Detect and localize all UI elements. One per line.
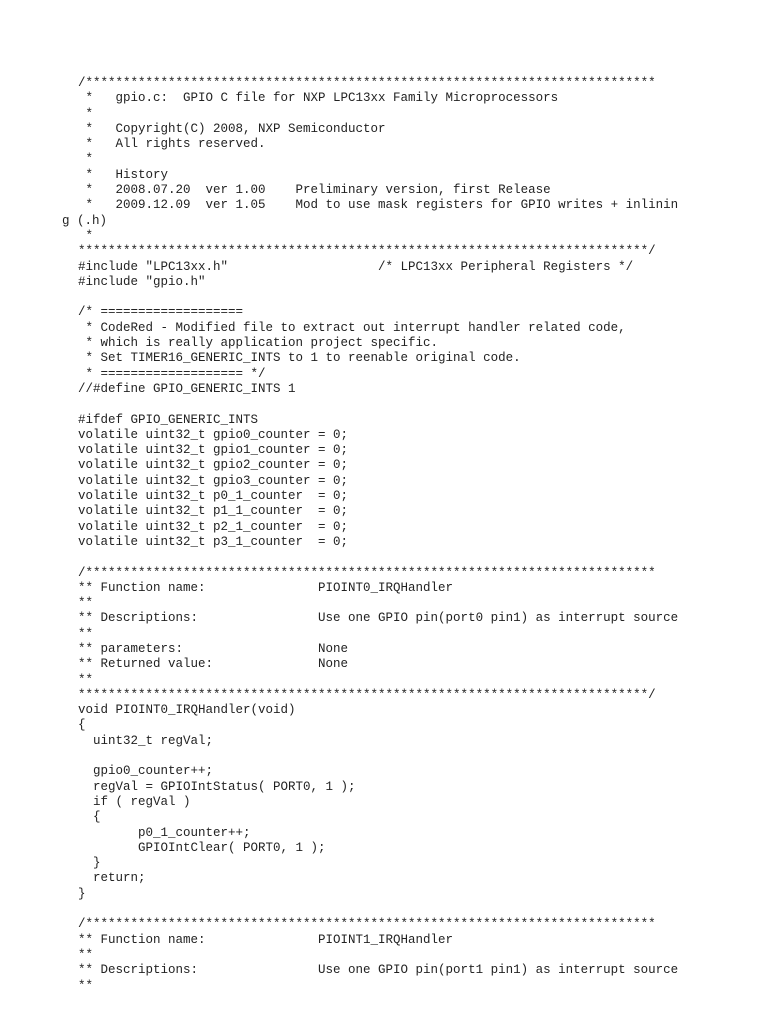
code-line: p0_1_counter++; — [78, 825, 251, 840]
code-line: ** Descriptions: Use one GPIO pin(port1 pin1) as interrupt source — [78, 963, 679, 978]
code-line: ** — [78, 947, 94, 962]
code-line: } — [78, 856, 101, 871]
code-line: { — [78, 718, 86, 733]
code-line: ** Returned value: None — [78, 657, 349, 672]
code-line: g (.h) — [62, 213, 108, 228]
code-line — [78, 749, 758, 764]
code-line: } — [78, 886, 86, 901]
code-line: ****************************************************************************/ — [78, 687, 656, 702]
code-line: #include "LPC13xx.h" /* LPC13xx Peripheral Registers */ — [78, 259, 634, 274]
code-line: volatile uint32_t gpio3_counter = 0; — [78, 473, 349, 488]
code-line: * 2008.07.20 ver 1.00 Preliminary version, first Release — [78, 183, 551, 198]
code-line: * — [78, 228, 94, 243]
code-line: ** Function name: PIOINT0_IRQHandler — [78, 580, 454, 595]
code-line: gpio0_counter++; — [78, 764, 214, 779]
code-line: ** Function name: PIOINT1_IRQHandler — [78, 932, 454, 947]
code-line: /**************************************************************************** — [78, 76, 656, 90]
code-line: * CodeRed - Modified file to extract out interrupt handler related code, — [78, 320, 626, 335]
code-line: ** — [78, 978, 94, 993]
code-line: ** Descriptions: Use one GPIO pin(port0 pin1) as interrupt source — [78, 611, 679, 626]
code-line: { — [78, 810, 101, 825]
code-line: * gpio.c: GPIO C file for NXP LPC13xx Family Microprocessors — [78, 91, 559, 106]
code-line: * — [78, 106, 94, 121]
code-line: volatile uint32_t p3_1_counter = 0; — [78, 534, 349, 549]
code-line — [78, 550, 758, 565]
code-line: regVal = GPIOIntStatus( PORT0, 1 ); — [78, 779, 356, 794]
code-line: return; — [78, 871, 146, 886]
code-line: * All rights reserved. — [78, 137, 266, 152]
code-line: volatile uint32_t p0_1_counter = 0; — [78, 489, 349, 504]
code-line: /**************************************************************************** — [78, 917, 656, 932]
code-line: * History — [78, 167, 169, 182]
code-line: /**************************************************************************** — [78, 565, 656, 580]
code-line: GPIOIntClear( PORT0, 1 ); — [78, 840, 326, 855]
code-line: #include "gpio.h" — [78, 274, 206, 289]
code-line: ** — [78, 626, 94, 641]
code-line: volatile uint32_t p1_1_counter = 0; — [78, 504, 349, 519]
code-line: * 2009.12.09 ver 1.05 Mod to use mask registers for GPIO writes + inlinin — [78, 198, 679, 213]
code-line: * Copyright(C) 2008, NXP Semiconductor — [78, 121, 386, 136]
code-line: * — [78, 152, 94, 167]
code-line: ** — [78, 672, 94, 687]
code-line: volatile uint32_t gpio1_counter = 0; — [78, 443, 349, 458]
source-code-listing — [62, 76, 758, 994]
code-line — [78, 290, 758, 305]
code-line: volatile uint32_t p2_1_counter = 0; — [78, 519, 349, 534]
code-line: ** parameters: None — [78, 641, 349, 656]
code-line: uint32_t regVal; — [78, 733, 214, 748]
code-line — [78, 902, 758, 917]
code-line: volatile uint32_t gpio0_counter = 0; — [78, 427, 349, 442]
code-line: * Set TIMER16_GENERIC_INTS to 1 to reenable original code. — [78, 351, 521, 366]
code-line: * which is really application project specific. — [78, 336, 439, 351]
code-line: * =================== */ — [78, 366, 266, 381]
code-line — [78, 397, 758, 412]
code-line: #ifdef GPIO_GENERIC_INTS — [78, 412, 259, 427]
code-line: ****************************************************************************/ — [78, 244, 656, 259]
code-line: volatile uint32_t gpio2_counter = 0; — [78, 458, 349, 473]
code-line: //#define GPIO_GENERIC_INTS 1 — [78, 381, 296, 396]
code-line: /* =================== — [78, 305, 244, 320]
code-line: ** — [78, 596, 94, 611]
code-line: if ( regVal ) — [78, 794, 191, 809]
code-line: void PIOINT0_IRQHandler(void) — [78, 703, 296, 718]
